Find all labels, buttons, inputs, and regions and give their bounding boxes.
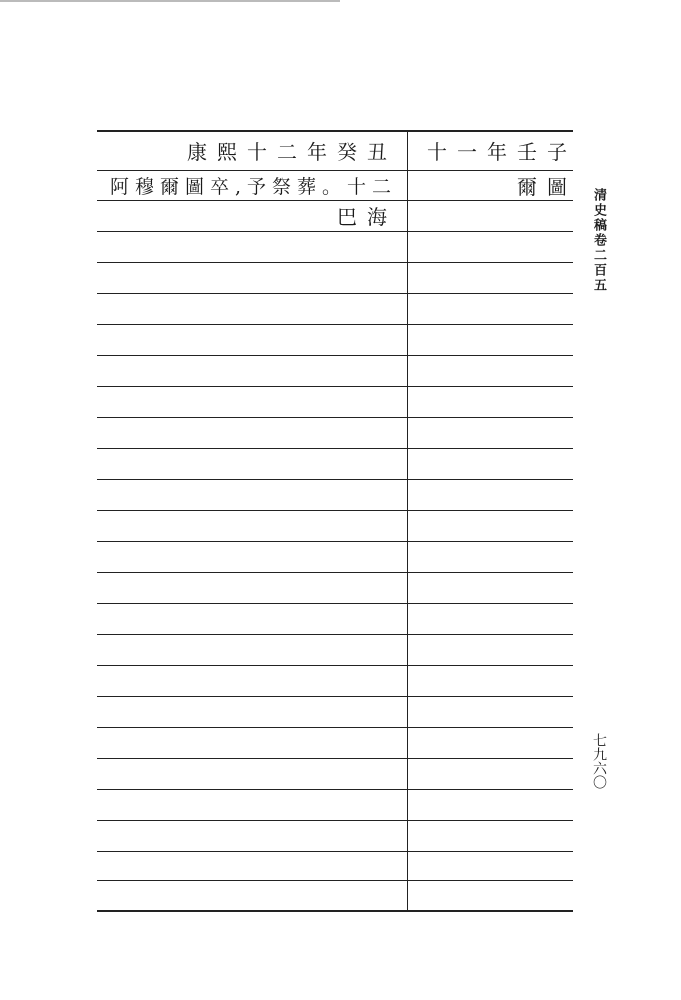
table-top-rule [97, 130, 573, 132]
row-rule [97, 727, 573, 728]
row-rule [97, 355, 573, 356]
row-rule [97, 448, 573, 449]
row-rule [97, 541, 573, 542]
row-rule [97, 510, 573, 511]
table-bottom-rule [97, 910, 573, 912]
row-rule [97, 880, 573, 881]
column-divider [407, 130, 408, 910]
row-rule [97, 293, 573, 294]
right-header-year: 十一年壬子 [427, 140, 577, 164]
row-rule [97, 200, 573, 201]
row-rule [97, 479, 573, 480]
top-edge-strip [0, 0, 340, 2]
left-row1-entry: 阿穆爾圖卒,予祭葬。十二 [109, 176, 397, 198]
header-rule [97, 170, 573, 171]
row-rule [97, 696, 573, 697]
row-rule [97, 572, 573, 573]
row-rule [97, 231, 573, 232]
page-number: 七九六〇 [591, 733, 607, 789]
book-title-margin: 清史稿卷二百五 [591, 188, 606, 293]
right-row1-entry: 爾圖 [517, 175, 577, 199]
left-header-year: 康熙十二年癸丑 [187, 140, 397, 164]
row-rule [97, 851, 573, 852]
row-rule [97, 603, 573, 604]
row-rule [97, 386, 573, 387]
row-rule [97, 758, 573, 759]
row-rule [97, 789, 573, 790]
row-rule [97, 634, 573, 635]
row-rule [97, 262, 573, 263]
left-row2-entry: 巴海 [337, 205, 397, 229]
row-rule [97, 417, 573, 418]
row-rule [97, 665, 573, 666]
row-rule [97, 324, 573, 325]
row-rule [97, 820, 573, 821]
